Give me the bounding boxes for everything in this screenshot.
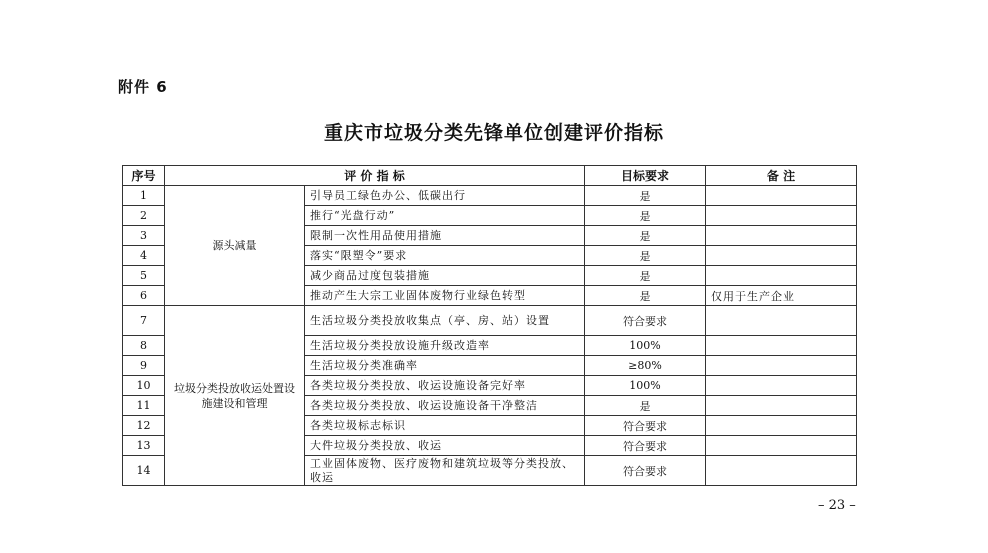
row-note: 仅用于生产企业 — [706, 286, 857, 306]
row-indicator: 限制一次性用品使用措施 — [305, 226, 585, 246]
evaluation-table — [122, 165, 857, 486]
row-goal: 100% — [585, 336, 706, 356]
row-note — [706, 396, 857, 416]
row-goal: 是 — [585, 266, 706, 286]
row-indicator: 生活垃圾分类准确率 — [305, 356, 585, 376]
row-note — [706, 206, 857, 226]
row-index: 12 — [123, 416, 165, 436]
row-goal: 是 — [585, 396, 706, 416]
row-note — [706, 336, 857, 356]
row-indicator: 大件垃圾分类投放、收运 — [305, 436, 585, 456]
row-index: 14 — [123, 456, 165, 486]
category-source-reduction: 源头减量 — [165, 186, 305, 306]
row-goal: 是 — [585, 206, 706, 226]
row-index: 5 — [123, 266, 165, 286]
row-index: 4 — [123, 246, 165, 266]
row-goal: 是 — [585, 186, 706, 206]
page-title: 重庆市垃圾分类先锋单位创建评价指标 — [323, 122, 664, 144]
row-index: 3 — [123, 226, 165, 246]
table-row — [123, 186, 857, 206]
row-indicator: 推动产生大宗工业固体废物行业绿色转型 — [305, 286, 585, 306]
header-goal: 目标要求 — [585, 166, 706, 186]
row-indicator: 各类垃圾分类投放、收运设施设备完好率 — [305, 376, 585, 396]
row-goal: 符合要求 — [585, 416, 706, 436]
row-note — [706, 456, 857, 486]
row-indicator: 引导员工绿色办公、低碳出行 — [305, 186, 585, 206]
row-indicator: 各类垃圾标志标识 — [305, 416, 585, 436]
row-note — [706, 226, 857, 246]
row-goal: 是 — [585, 286, 706, 306]
row-indicator: 工业固体废物、医疗废物和建筑垃圾等分类投放、收运 — [305, 456, 585, 486]
row-note — [706, 246, 857, 266]
header-indicator: 评 价 指 标 — [165, 166, 585, 186]
attachment-label: 附件 6 — [118, 78, 168, 96]
row-index: 9 — [123, 356, 165, 376]
row-note — [706, 436, 857, 456]
row-note — [706, 266, 857, 286]
row-note — [706, 356, 857, 376]
row-goal: 符合要求 — [585, 306, 706, 336]
row-index: 13 — [123, 436, 165, 456]
row-index: 8 — [123, 336, 165, 356]
table-row — [123, 306, 857, 336]
row-index: 7 — [123, 306, 165, 336]
row-goal: 符合要求 — [585, 456, 706, 486]
row-goal: 符合要求 — [585, 436, 706, 456]
row-note — [706, 306, 857, 336]
row-goal: 是 — [585, 246, 706, 266]
row-index: 11 — [123, 396, 165, 416]
row-indicator: 减少商品过度包装措施 — [305, 266, 585, 286]
row-indicator: 生活垃圾分类投放设施升级改造率 — [305, 336, 585, 356]
row-goal: 是 — [585, 226, 706, 246]
row-goal: 100% — [585, 376, 706, 396]
row-note — [706, 416, 857, 436]
row-indicator: 推行“光盘行动” — [305, 206, 585, 226]
row-index: 6 — [123, 286, 165, 306]
header-index: 序号 — [123, 166, 165, 186]
row-note — [706, 376, 857, 396]
table-header-row — [123, 166, 857, 186]
row-indicator: 各类垃圾分类投放、收运设施设备干净整洁 — [305, 396, 585, 416]
category-facilities-management: 垃圾分类投放收运处置设施建设和管理 — [165, 306, 305, 486]
row-indicator: 生活垃圾分类投放收集点（亭、房、站）设置 — [305, 306, 585, 336]
header-note: 备 注 — [706, 166, 857, 186]
row-index: 10 — [123, 376, 165, 396]
row-indicator: 落实“限塑令”要求 — [305, 246, 585, 266]
row-index: 2 — [123, 206, 165, 226]
row-index: 1 — [123, 186, 165, 206]
page-number: – 23 – — [818, 498, 856, 513]
row-goal: ≥80% — [585, 356, 706, 376]
row-note — [706, 186, 857, 206]
